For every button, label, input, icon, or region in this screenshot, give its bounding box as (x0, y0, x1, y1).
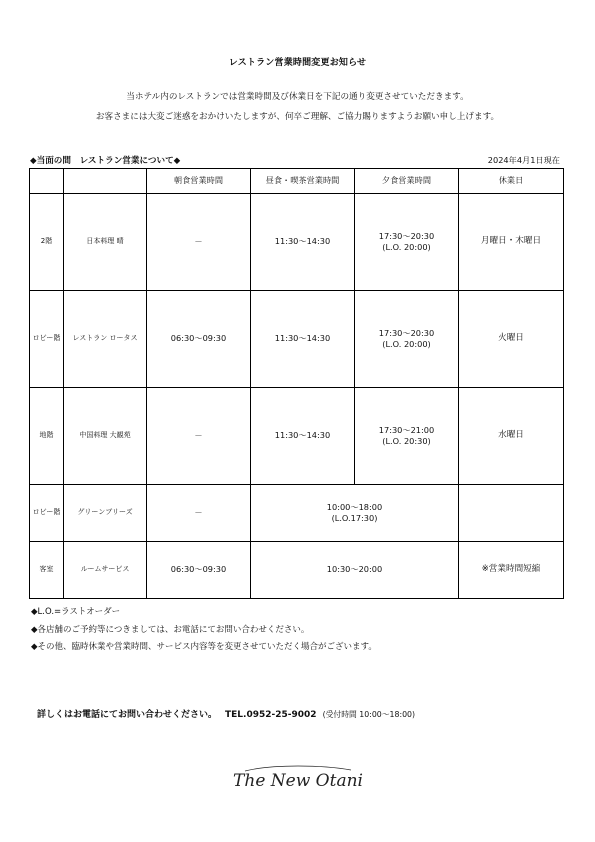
logo-text: The New Otani (232, 771, 363, 791)
restaurant-name-cell: ルームサービス (64, 542, 147, 599)
dinner-cell (355, 291, 459, 388)
contact-line (37, 707, 415, 720)
lunch-cell: 11:30〜14:30 (251, 194, 355, 291)
table-row (30, 194, 564, 291)
header-closed: 休業日 (459, 169, 564, 194)
breakfast-cell: 06:30〜09:30 (147, 291, 251, 388)
floor-cell: 2階 (30, 194, 64, 291)
breakfast-cell: 06:30〜09:30 (147, 542, 251, 599)
header-restaurant (64, 169, 147, 194)
reception-hours: (受付時間 10:00〜18:00) (322, 710, 416, 719)
lunch-dinner-hours: 10:00〜18:00 (326, 501, 383, 512)
floor-cell: 地階 (30, 388, 64, 485)
dinner-last-order: (L.O. 20:30) (382, 436, 431, 446)
intro-line-2: お客さまには大変ご迷惑をおかけいたしますが、何卒ご理解、ご協力賜りますようお願い申し上げます。 (95, 112, 500, 122)
header-breakfast: 朝食営業時間 (147, 169, 251, 194)
dinner-cell (355, 388, 459, 485)
restaurant-name-cell: グリーンブリーズ (64, 485, 147, 542)
closed-day-cell: 水曜日 (459, 388, 564, 485)
breakfast-cell: － (147, 194, 251, 291)
lunch-cell: 11:30〜14:30 (251, 291, 355, 388)
notes-list (31, 604, 377, 657)
header-lunch: 昼食・喫茶営業時間 (251, 169, 355, 194)
table-row (30, 388, 564, 485)
dinner-last-order: (L.O. 20:00) (382, 242, 431, 252)
phone-number[interactable]: TEL.0952-25-9002 (225, 710, 317, 720)
dinner-hours: 17:30〜21:00 (378, 424, 435, 435)
header-dinner: 夕食営業時間 (355, 169, 459, 194)
restaurant-name-cell: 中国料理 大観苑 (64, 388, 147, 485)
note-item: ◆各店舗のご予約等につきましては、お電話にてお問い合わせください。 (31, 624, 310, 635)
floor-cell: ロビー階 (30, 485, 64, 542)
note-item: ◆L.O.=ラストオーダー (31, 607, 121, 617)
restaurant-name-cell: 日本料理 晴 (64, 194, 147, 291)
restaurant-hours-table (29, 168, 564, 599)
contact-text: 詳しくはお電話にてお問い合わせください。 (37, 710, 218, 720)
intro-line-1: 当ホテル内のレストランでは営業時間及び休業日を下記の通り変更させていただきます。 (126, 92, 469, 102)
hotel-logo (0, 762, 595, 800)
logo-wordmark (233, 762, 363, 796)
closed-day-cell (459, 485, 564, 542)
lunch-dinner-cell: 10:30〜20:00 (251, 542, 459, 599)
floor-cell: ロビー階 (30, 291, 64, 388)
breakfast-cell: － (147, 388, 251, 485)
header-floor (30, 169, 64, 194)
floor-cell: 客室 (30, 542, 64, 599)
dinner-hours: 17:30〜20:30 (378, 327, 435, 338)
closed-day-cell: ※営業時間短縮 (459, 542, 564, 599)
section-heading: ◆当面の間 レストラン営業について◆ (30, 156, 181, 166)
restaurant-name-cell: レストラン ロータス (64, 291, 147, 388)
as-of-date: 2024年4月1日現在 (487, 155, 560, 165)
table-row (30, 485, 564, 542)
lunch-dinner-cell (251, 485, 459, 542)
table-row (30, 291, 564, 388)
lunch-cell: 11:30〜14:30 (251, 388, 355, 485)
dinner-last-order: (L.O. 20:00) (382, 339, 431, 349)
table-row (30, 542, 564, 599)
table-header-row (30, 169, 564, 194)
closed-day-cell: 火曜日 (459, 291, 564, 388)
dinner-hours: 17:30〜20:30 (378, 230, 435, 241)
dinner-cell (355, 194, 459, 291)
lunch-dinner-last-order: (L.O.17:30) (331, 513, 378, 523)
note-item: ◆その他、臨時休業や営業時間、サービス内容等を変更させていただく場合がございます。 (31, 642, 377, 652)
closed-day-cell: 月曜日・木曜日 (459, 194, 564, 291)
notice-title: レストラン営業時間変更お知らせ (228, 58, 367, 68)
breakfast-cell: － (147, 485, 251, 542)
